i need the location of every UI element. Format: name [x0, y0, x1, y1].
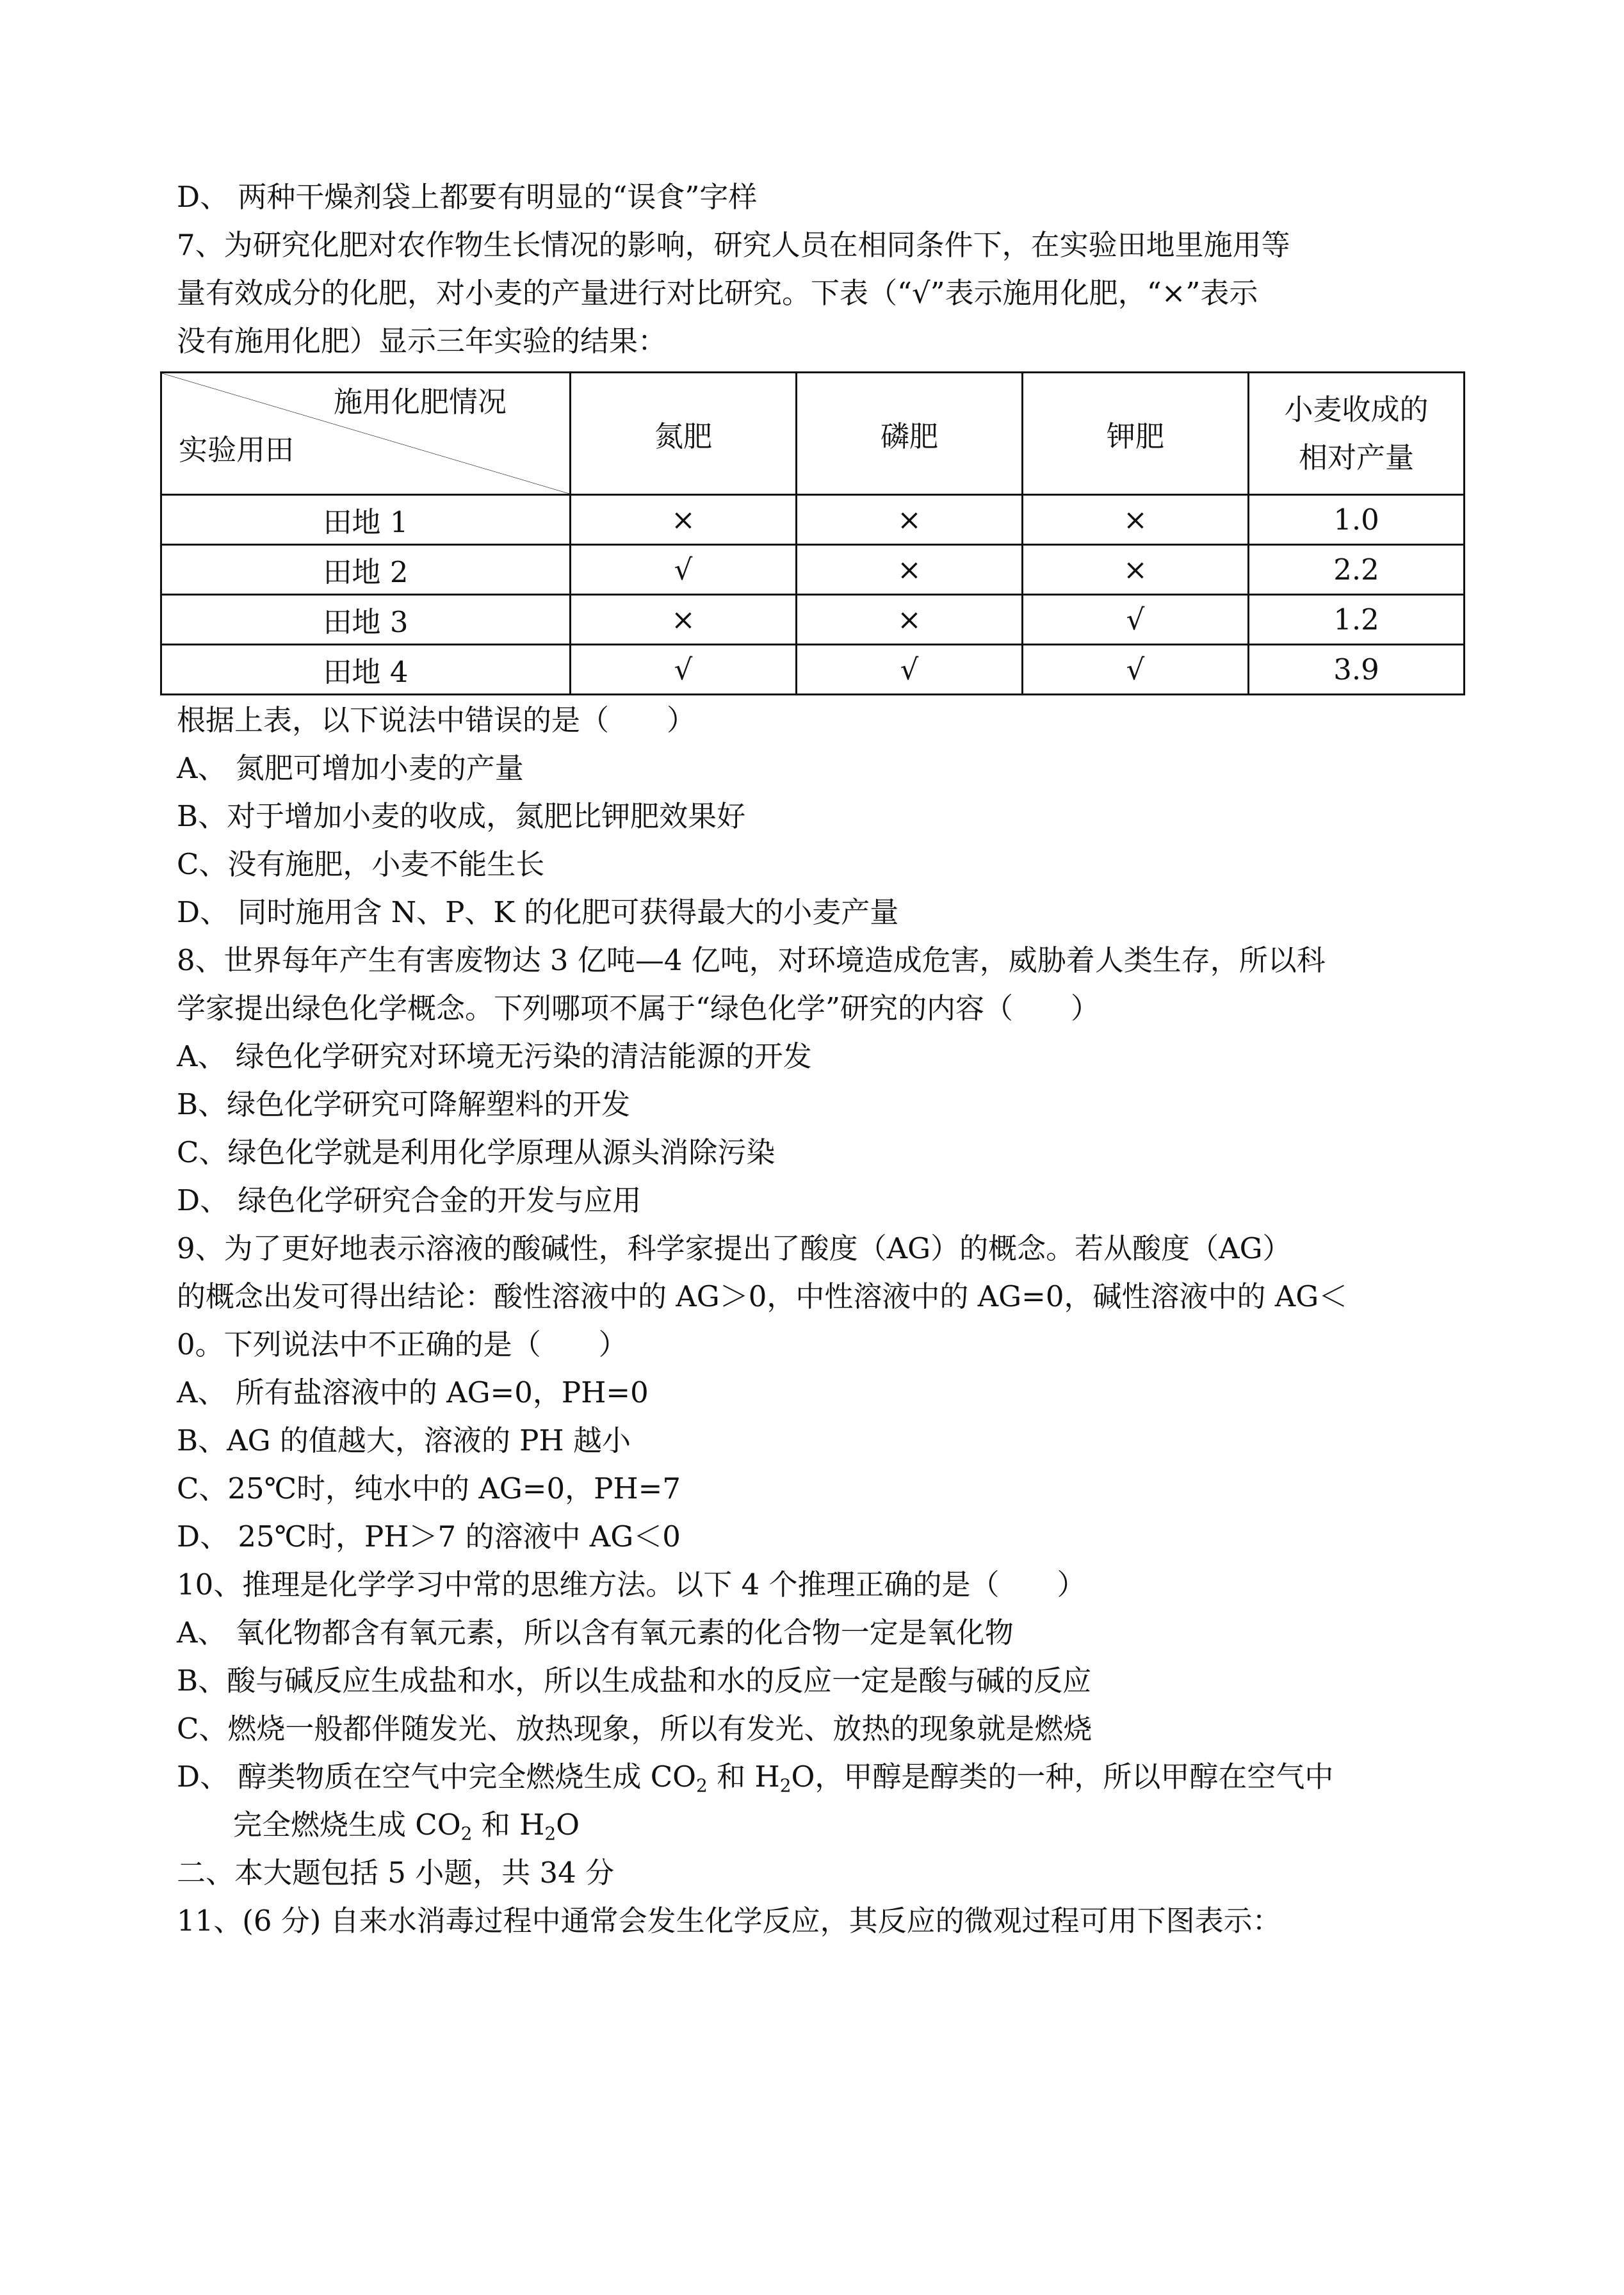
text-run: 和 H [472, 1808, 545, 1842]
fertilizer-table [160, 371, 1465, 695]
yield-cell: 2.2 [1249, 545, 1465, 595]
q10-option-a: A、 氧化物都含有氧元素，所以含有氧元素的化合物一定是氧化物 [177, 1616, 1014, 1650]
header-yield-line-1: 小麦收成的 [1284, 393, 1429, 426]
q11-stem: 11、(6 分) 自来水消毒过程中通常会发生化学反应，其反应的微观过程可用下图表示： [177, 1904, 1281, 1938]
q6-option-d: D、 两种干燥剂袋上都要有明显的“误食”字样 [177, 180, 758, 214]
corner-label-field: 实验用田 [179, 433, 295, 467]
nitrogen-cell: × [571, 495, 797, 545]
field-name: 田地 3 [161, 595, 571, 645]
header-phosphorus: 磷肥 [797, 373, 1023, 495]
subscript: 2 [544, 1823, 556, 1844]
nitrogen-cell: × [571, 595, 797, 645]
nitrogen-cell: √ [571, 645, 797, 695]
q9-stem-line-1: 9、为了更好地表示溶液的酸碱性，科学家提出了酸度（AG）的概念。若从酸度（AG） [177, 1231, 1292, 1265]
field-name: 田地 2 [161, 545, 571, 595]
q7-option-c: C、没有施肥，小麦不能生长 [177, 847, 545, 881]
phosphorus-cell: × [797, 595, 1023, 645]
subscript: 2 [460, 1823, 473, 1844]
text-run: O [556, 1808, 580, 1842]
table-row [161, 495, 1465, 545]
q7-option-b: B、对于增加小麦的收成，氮肥比钾肥效果好 [177, 799, 746, 833]
text-run: O，甲醇是醇类的一种，所以甲醇在空气中 [791, 1760, 1334, 1794]
header-yield-line-2: 相对产量 [1298, 441, 1414, 474]
yield-cell: 1.2 [1249, 595, 1465, 645]
q8-stem-line-1: 8、世界每年产生有害废物达 3 亿吨—4 亿吨，对环境造成危害，威胁着人类生存，所以科 [177, 943, 1326, 977]
table-row [161, 595, 1465, 645]
subscript: 2 [779, 1775, 792, 1796]
subscript: 2 [696, 1775, 708, 1796]
q8-option-a: A、 绿色化学研究对环境无污染的清洁能源的开发 [177, 1039, 812, 1073]
yield-cell: 3.9 [1249, 645, 1465, 695]
field-name: 田地 4 [161, 645, 571, 695]
nitrogen-cell: √ [571, 545, 797, 595]
q7-question: 根据上表，以下说法中错误的是（ ） [177, 703, 696, 737]
potassium-cell: × [1023, 545, 1249, 595]
q9-option-b: B、AG 的值越大，溶液的 PH 越小 [177, 1423, 631, 1457]
phosphorus-cell: √ [797, 645, 1023, 695]
q8-option-b: B、绿色化学研究可降解塑料的开发 [177, 1087, 631, 1121]
q10-option-c: C、燃烧一般都伴随发光、放热现象，所以有发光、放热的现象就是燃烧 [177, 1712, 1092, 1746]
table-corner-cell [161, 373, 571, 495]
q7-stem-line-3: 没有施用化肥）显示三年实验的结果： [177, 324, 667, 358]
q10-option-d-continued [177, 1801, 1470, 1849]
section-title: 二、本大题包括 5 小题，共 34 分 [177, 1856, 615, 1890]
field-name: 田地 1 [161, 495, 571, 545]
q10-option-d [177, 1753, 1470, 1801]
q8-stem-line-2: 学家提出绿色化学概念。下列哪项不属于“绿色化学”研究的内容（ ） [177, 991, 1100, 1025]
q9-stem-line-2: 的概念出发可得出结论：酸性溶液中的 AG＞0，中性溶液中的 AG=0，碱性溶液中的 AG＜ [177, 1279, 1348, 1313]
table-row [161, 645, 1465, 695]
yield-cell: 1.0 [1249, 495, 1465, 545]
q10-option-b: B、酸与碱反应生成盐和水，所以生成盐和水的反应一定是酸与碱的反应 [177, 1664, 1092, 1698]
q9-stem-line-3: 0。下列说法中不正确的是（ ） [177, 1327, 628, 1361]
q8-option-c: C、绿色化学就是利用化学原理从源头消除污染 [177, 1135, 775, 1169]
text-run: D、 醇类物质在空气中完全燃烧生成 CO [177, 1760, 697, 1794]
phosphorus-cell: × [797, 545, 1023, 595]
q10-stem: 10、推理是化学学习中常的思维方法。以下 4 个推理正确的是（ ） [177, 1568, 1086, 1602]
potassium-cell: √ [1023, 595, 1249, 645]
q7-option-d: D、 同时施用含 N、P、K 的化肥可获得最大的小麦产量 [177, 895, 899, 929]
potassium-cell: × [1023, 495, 1249, 545]
phosphorus-cell: × [797, 495, 1023, 545]
q9-option-d: D、 25℃时，PH＞7 的溶液中 AG＜0 [177, 1520, 681, 1553]
table-header-row [161, 373, 1465, 495]
q7-stem-line-2: 量有效成分的化肥，对小麦的产量进行对比研究。下表（“√”表示施用化肥，“×”表示 [177, 276, 1258, 310]
q8-option-d: D、 绿色化学研究合金的开发与应用 [177, 1183, 642, 1217]
q9-option-c: C、25℃时，纯水中的 AG=0，PH=7 [177, 1472, 681, 1505]
corner-label-fertilizer: 施用化肥情况 [333, 385, 507, 419]
header-potassium: 钾肥 [1023, 373, 1249, 495]
q9-option-a: A、 所有盐溶液中的 AG=0，PH=0 [177, 1375, 649, 1409]
document-body [177, 696, 1470, 1945]
text-run: 完全燃烧生成 CO [233, 1808, 461, 1842]
document-page [177, 173, 1470, 365]
table-row [161, 545, 1465, 595]
header-nitrogen: 氮肥 [571, 373, 797, 495]
text-run: 和 H [707, 1760, 780, 1794]
potassium-cell: √ [1023, 645, 1249, 695]
header-yield [1249, 373, 1465, 495]
q7-stem-line-1: 7、为研究化肥对农作物生长情况的影响，研究人员在相同条件下，在实验田地里施用等 [177, 228, 1290, 262]
q7-option-a: A、 氮肥可增加小麦的产量 [177, 751, 524, 785]
